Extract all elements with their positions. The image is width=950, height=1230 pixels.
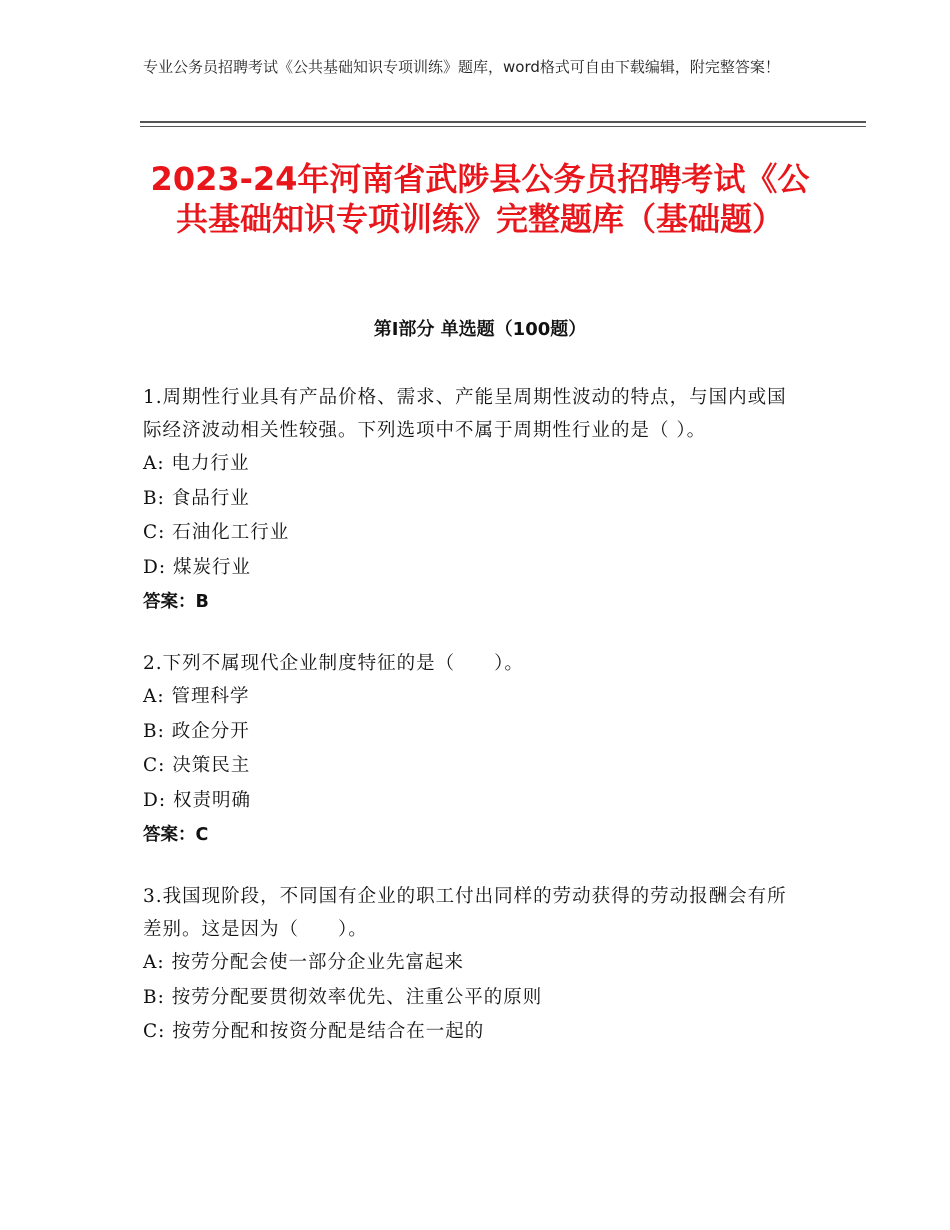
option-d: D: 权责明确	[143, 789, 251, 811]
option-a: A: 电力行业	[143, 453, 250, 474]
header-note: 专业公务员招聘考试《公共基础知识专项训练》题库，word格式可自由下载编辑，附完整答案！	[143, 58, 780, 76]
question-1	[143, 381, 803, 619]
question-3	[143, 880, 803, 1050]
question-2	[143, 647, 803, 852]
option-c: C: 按劳分配和按资分配是结合在一起的	[143, 1021, 485, 1042]
answer: 答案：C	[143, 825, 209, 845]
option-c: C: 石油化工行业	[143, 522, 290, 543]
header-rule-thin	[140, 126, 866, 127]
option-b: B: 食品行业	[143, 487, 250, 509]
option-d: D: 煤炭行业	[143, 556, 251, 578]
option-a: A: 管理科学	[143, 686, 250, 707]
question-list	[143, 381, 803, 1078]
section-heading: 第Ⅰ部分 单选题（100题）	[373, 319, 587, 340]
answer: 答案：B	[143, 592, 209, 612]
option-c: C: 决策民主	[143, 755, 251, 776]
question-stem: 1.周期性行业具有产品价格、需求、产能呈周期性波动的特点，与国内或国际经济波动相关性较强。下列选项中不属于周期性行业的是（ ）。	[143, 387, 787, 441]
option-b: B: 政企分开	[143, 720, 250, 742]
document-title: 2023-24年河南省武陟县公务员招聘考试《公共基础知识专项训练》完整题库（基础题）	[150, 160, 810, 238]
option-b: B: 按劳分配要贯彻效率优先、注重公平的原则	[143, 986, 543, 1008]
option-a: A: 按劳分配会使一部分企业先富起来	[143, 952, 464, 973]
header-rule-thick	[140, 121, 866, 123]
question-stem: 2.下列不属现代企业制度特征的是（ ）。	[143, 653, 524, 674]
question-stem: 3.我国现阶段，不同国有企业的职工付出同样的劳动获得的劳动报酬会有所差别。这是因为（ ）。	[143, 886, 787, 940]
